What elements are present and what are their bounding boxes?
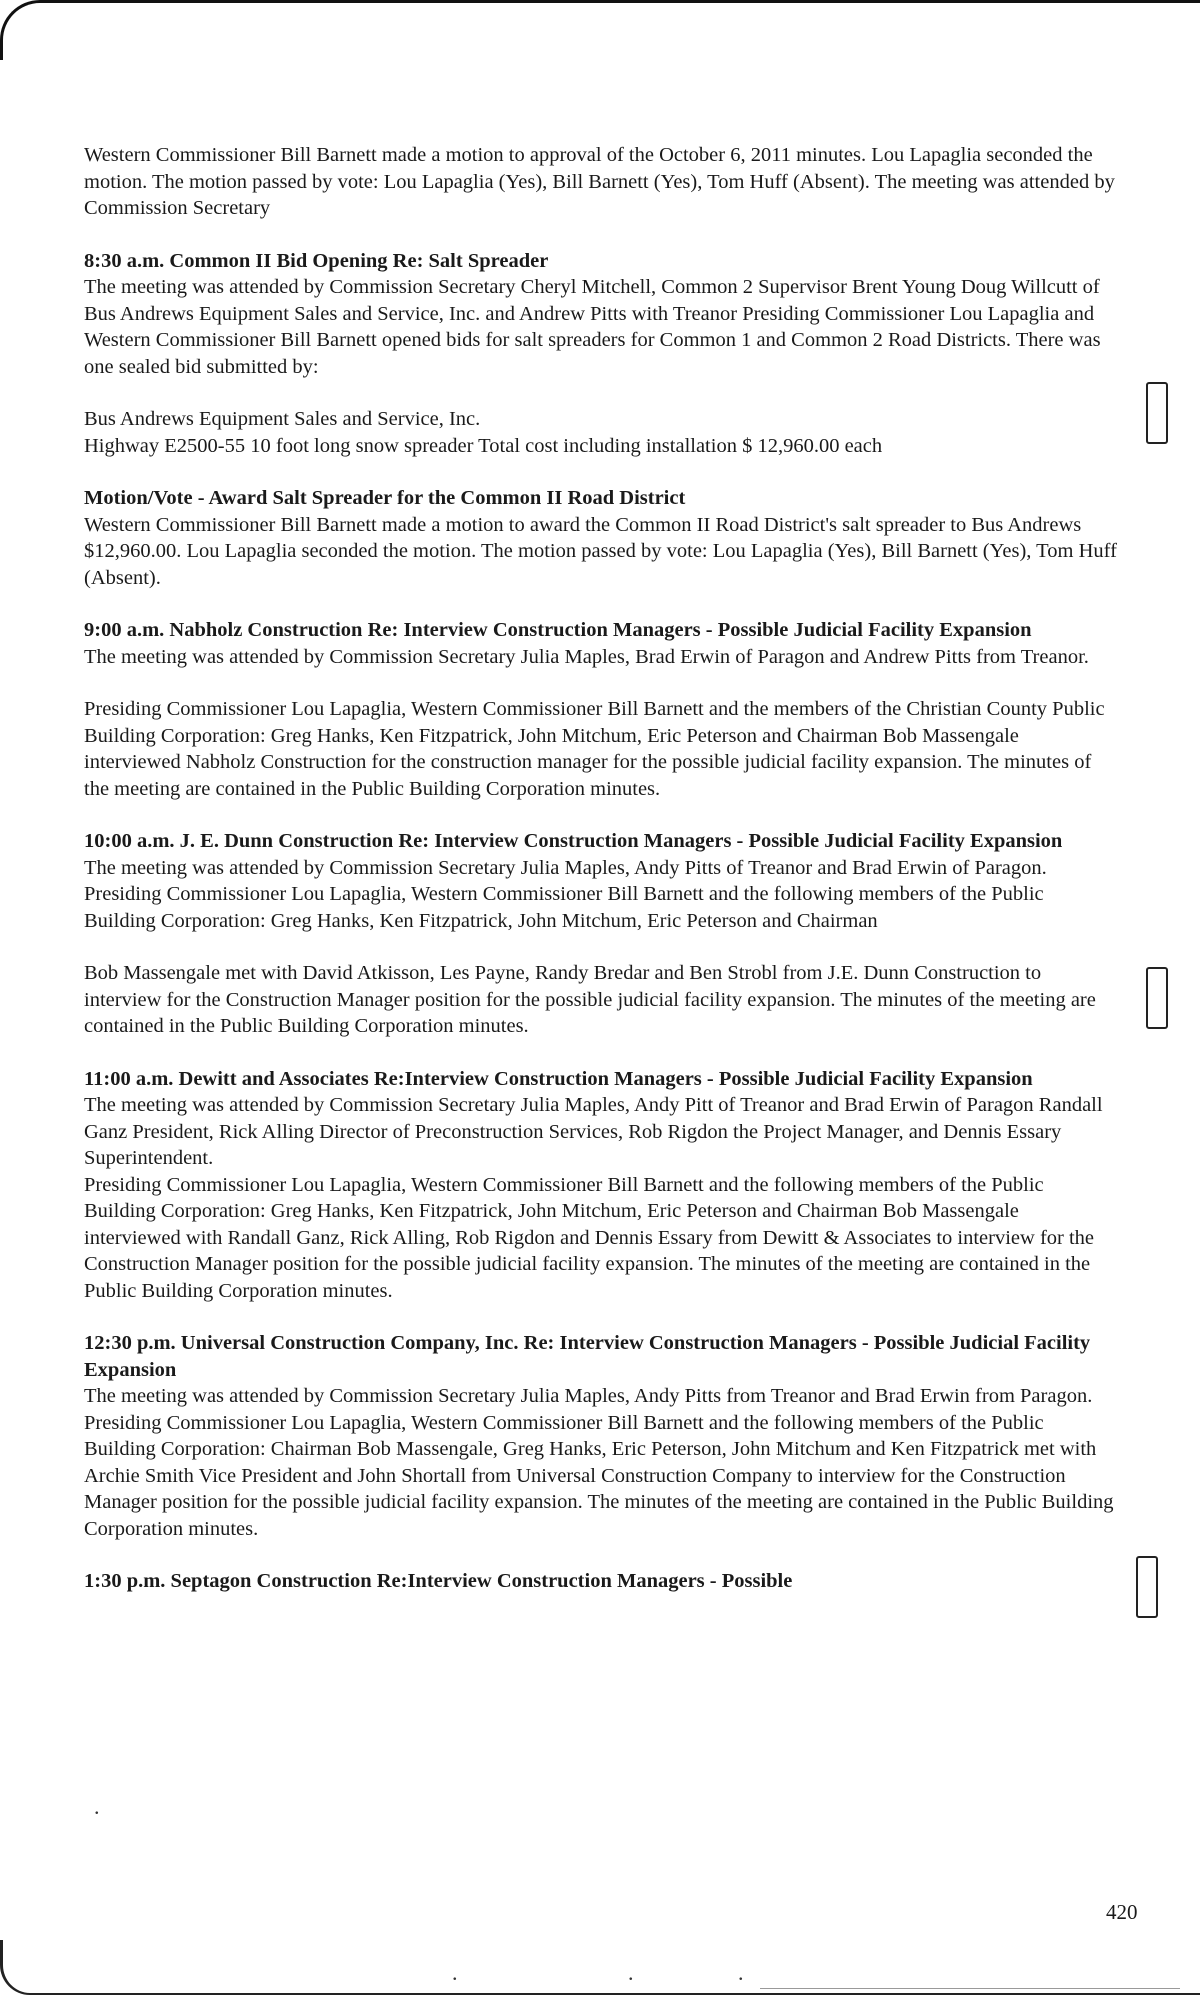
section-heading: 11:00 a.m. Dewitt and Associates Re:Interview Construction Managers - Possible Judicial Facility Expansion bbox=[84, 1067, 1033, 1090]
section-paragraph: Presiding Commissioner Lou Lapaglia, Western Commissioner Bill Barnett and the following members of the Public Building Corporation: Chairman Bob Massengale, Greg Hanks, Eric Peterson, John Mitchum and Ken Fitzpatrick met with Archie Smith Vice President and John Shortall from Universal Construction Company to interview for the Construction Manager position for the possible judicial facility expansion. The minutes of the meeting are contained in the Public Building Corporation minutes. bbox=[84, 1411, 1114, 1540]
section-paragraph: The meeting was attended by Commission Secretary Julia Maples, Andy Pitts from Treanor and Brad Erwin from Paragon. bbox=[84, 1385, 1093, 1407]
opening-paragraph: Western Commissioner Bill Barnett made a motion to approval of the October 6, 2011 minutes. Lou Lapaglia seconded the motion. The motion passed by vote: Lou Lapaglia (Yes), Bill Barnett (Yes), Tom Huff (Absent). The meeting was attended by Commission Secretary bbox=[84, 144, 1115, 219]
section-paragraph: The meeting was attended by Commission Secretary Julia Maples, Brad Erwin of Paragon and Andrew Pitts from Treanor. bbox=[84, 645, 1089, 668]
section-dewitt bbox=[84, 1066, 1119, 1305]
section-paragraph: Presiding Commissioner Lou Lapaglia, Western Commissioner Bill Barnett and the following members of the Public Building Corporation: Greg Hanks, Ken Fitzpatrick, John Mitchum, Eric Peterson and Chairman Bob Massengale interviewed with Randall Ganz, Rick Alling, Rob Rigdon and Dennis Essary from Dewitt & Associates to interview for the Construction Manager position for the possible judicial facility expansion. The minutes of the meeting are contained in the Public Building Corporation minutes. bbox=[84, 1173, 1095, 1302]
section-motion-vote bbox=[84, 485, 1119, 591]
section-paragraph: The meeting was attended by Commission Secretary Julia Maples, Andy Pitt of Treanor and Brad Erwin of Paragon Randall Ganz President, Rick Alling Director of Preconstruction Services, Rob Rigdon the Project Manager, and Dennis Essary Superintendent. bbox=[84, 1094, 1103, 1169]
page-border-top bbox=[0, 0, 1200, 60]
margin-box-mark bbox=[1146, 382, 1168, 444]
section-heading: 1:30 p.m. Septagon Construction Re:Interview Construction Managers - Possible bbox=[84, 1570, 793, 1592]
stray-dot-mark: . bbox=[452, 1960, 458, 1985]
section-universal bbox=[84, 1330, 1119, 1542]
section-heading: 12:30 p.m. Universal Construction Company, Inc. Re: Interview Construction Managers - Possible Judicial Facility Expansion bbox=[84, 1332, 1091, 1381]
section-heading: 9:00 a.m. Nabholz Construction Re: Interview Construction Managers - Possible Judicial Facility Expansion bbox=[84, 619, 1032, 641]
bidder-name: Bus Andrews Equipment Sales and Service, Inc. bbox=[84, 408, 481, 430]
bid-item: Highway E2500-55 10 foot long snow spreader Total cost including installation $ 12,960.00 each bbox=[84, 434, 883, 457]
section-septagon bbox=[84, 1568, 1119, 1595]
section-paragraph: Bob Massengale met with David Atkisson, Les Payne, Randy Bredar and Ben Strobl from J.E. Dunn Construction to interview for the Construction Manager position for the possible judicial facility expansion. The minutes of the meeting are contained in the Public Building Corporation minutes. bbox=[84, 962, 1096, 1037]
margin-box-mark bbox=[1136, 1556, 1158, 1618]
section-nabholz bbox=[84, 617, 1119, 802]
section-paragraph: Presiding Commissioner Lou Lapaglia, Western Commissioner Bill Barnett and the following members of the Public Building Corporation: Greg Hanks, Ken Fitzpatrick, John Mitchum, Eric Peterson and Chairman bbox=[84, 883, 1044, 932]
stray-dot-mark: . bbox=[94, 1794, 100, 1819]
section-paragraph: Western Commissioner Bill Barnett made a motion to award the Common II Road District's salt spreader to Bus Andrews $12,960.00. Lou Lapaglia seconded the motion. The motion passed by vote: Lou Lapaglia (Yes), Bill Barnett (Yes), Tom Huff (Absent). bbox=[84, 513, 1117, 589]
section-paragraph: Presiding Commissioner Lou Lapaglia, Western Commissioner Bill Barnett and the members of the Christian County Public Building Corporation: Greg Hanks, Ken Fitzpatrick, John Mitchum, Eric Peterson and Chairman Bob Massengale interviewed Nabholz Construction for the construction manager for the possible judicial facility expansion. The minutes of the meeting are contained in the Public Building Corporation minutes. bbox=[84, 698, 1105, 800]
section-paragraph: The meeting was attended by Commission Secretary Julia Maples, Andy Pitts of Treanor and Brad Erwin of Paragon. bbox=[84, 856, 1047, 879]
section-paragraph: The meeting was attended by Commission Secretary Cheryl Mitchell, Common 2 Supervisor Brent Young Doug Willcutt of Bus Andrews Equipment Sales and Service, Inc. and Andrew Pitts with Treanor Presiding Commissioner Lou Lapaglia and Western Commissioner Bill Barnett opened bids for salt spreaders for Common 1 and Common 2 Road Districts. There was one sealed bid submitted by: bbox=[84, 276, 1101, 378]
section-heading: 10:00 a.m. J. E. Dunn Construction Re: Interview Construction Managers - Possible Judicial Facility Expansion bbox=[84, 830, 1063, 852]
section-heading: 8:30 a.m. Common II Bid Opening Re: Salt Spreader bbox=[84, 249, 549, 272]
minutes-body bbox=[84, 142, 1119, 1621]
stray-dot-mark: . bbox=[738, 1960, 744, 1985]
margin-box-mark bbox=[1146, 967, 1168, 1029]
page-number: 420 bbox=[1106, 1900, 1138, 1924]
opening-paragraph-block bbox=[84, 142, 1119, 222]
page-border-bottom bbox=[0, 1940, 1200, 1995]
section-je-dunn bbox=[84, 828, 1119, 1040]
section-salt-spreader-bid bbox=[84, 248, 1119, 460]
stray-dot-mark: . bbox=[628, 1960, 634, 1985]
section-heading: Motion/Vote - Award Salt Spreader for the Common II Road District bbox=[84, 487, 686, 509]
